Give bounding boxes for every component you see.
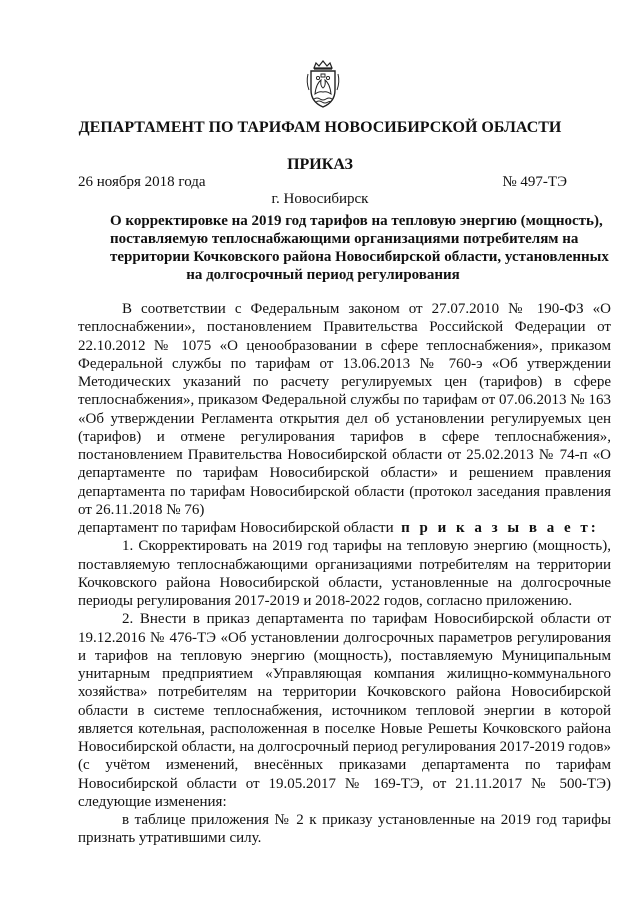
- order-subject: [110, 212, 609, 284]
- department-title: ДЕПАРТАМЕНТ ПО ТАРИФАМ НОВОСИБИРСКОЙ ОБЛАСТИ: [78, 119, 562, 136]
- item-2-paragraph: 2. Внести в приказ департамента по тарифам Новосибирской области от 19.12.2016 № 476-ТЭ «Об установлении долгосрочных параметров регулирования и тарифов на тепловую энергию (мощность), поставляемую Муниципальным унитарным предприятием «Управляющая компания жилищно-коммунального хозяйства» потребителям на территории Кочковского района Новосибирской области в системе теплоснабжения, источником тепловой энергии в которой является котельная, расположенная в поселке Новые Решеты Кочковского района Новосибирской области, на долгосрочный период регулирования 2017-2019 годов» (с учётом изменений, внесённых приказами департамента по тарифам Новосибирской области от 19.05.2017 № 169-ТЭ, от 21.11.2017 № 500-ТЭ) следующие изменения:: [78, 611, 611, 810]
- subject-line: поставляемую теплоснабжающими организациями потребителям на: [110, 231, 579, 247]
- subject-line: на долгосрочный период регулирования: [186, 267, 460, 283]
- subject-line: О корректировке на 2019 год тарифов на тепловую энергию (мощность),: [110, 213, 603, 229]
- order-number: № 497-ТЭ: [502, 174, 567, 190]
- order-city: г. Новосибирск: [271, 191, 369, 207]
- order-body: [78, 300, 611, 848]
- item-1-paragraph: 1. Скорректировать на 2019 год тарифы на тепловую энергию (мощность), поставляемую теплоснабжающими организациями потребителям на территории Кочковского района Новосибирской области, установленные на долгосрочные периоды регулирования 2017-2019 и 2018-2022 годов, согласно приложению.: [78, 538, 611, 609]
- document-type: ПРИКАЗ: [287, 156, 353, 173]
- preamble-paragraph: В соответствии с Федеральным законом от 27.07.2010 № 190-ФЗ «О теплоснабжении», постановлением Правительства Российской Федерации от 22.10.2012 № 1075 «О ценообразовании в сфере теплоснабжения», приказом Федеральной службы по тарифам от 13.06.2013 № 760-э «Об утверждении Методических указаний по расчету регулируемых цен (тарифов) в сфере теплоснабжения», приказом Федеральной службы по тарифам от 07.06.2013 № 163 «Об утверждении Регламента открытия дел об установлении регулируемых цен (тарифов) и отмене регулирования тарифов в сфере теплоснабжения», постановлением Правительства Новосибирской области от 25.02.2013 № 74-п «О департаменте по тарифам Новосибирской области» и решением правления департамента по тарифам Новосибирской области (протокол заседания правления от 26.11.2018 № 76): [78, 301, 611, 518]
- order-date: 26 ноября 2018 года: [78, 174, 206, 190]
- coat-of-arms-icon: [302, 60, 344, 110]
- decree-lead: департамент по тарифам Новосибирской области: [78, 520, 394, 536]
- decree-line: [78, 519, 611, 537]
- subject-line: территории Кочковского района Новосибирской области, установленных: [110, 249, 609, 265]
- item-2-detail-paragraph: в таблице приложения № 2 к приказу установленные на 2019 год тарифы признать утратившими силу.: [78, 812, 611, 847]
- decree-word: п р и к а з ы в а е т:: [401, 520, 599, 536]
